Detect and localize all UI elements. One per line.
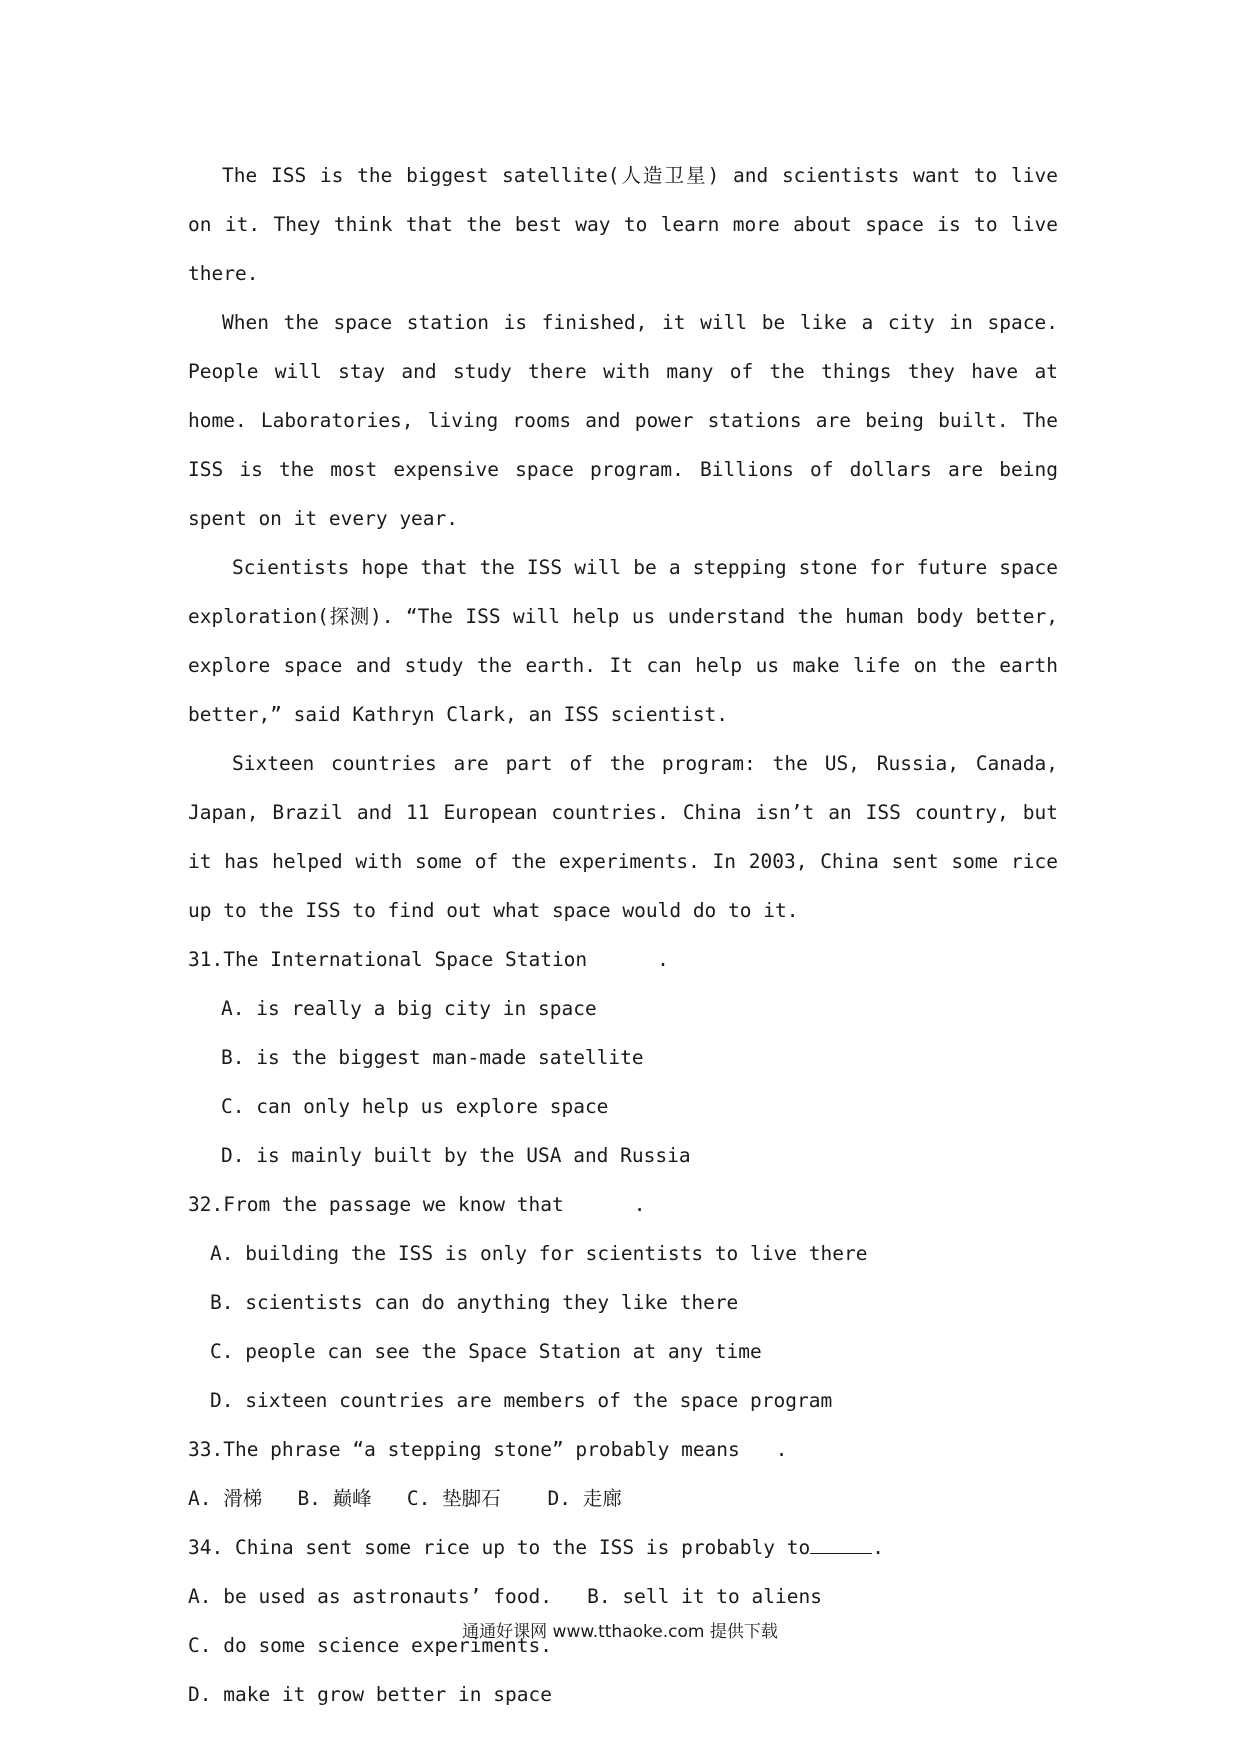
passage-paragraph-2: When the space station is finished, it will be like a city in space. People will stay and study there with many of the things they have at home. Laboratories, living rooms and power stations are being built. The ISS is the most expensive space program. Billions of dollars are being spent on it every year. [188, 311, 1058, 530]
question-34 [188, 1523, 1058, 1572]
question-32-option-d: D. sixteen countries are members of the space program [210, 1389, 833, 1412]
question-33-end: . [775, 1438, 788, 1461]
question-33-options: A. 滑梯 B. 巅峰 C. 垫脚石 D. 走廊 [188, 1487, 622, 1510]
question-34-option-d: D. make it grow better in space [188, 1683, 552, 1706]
reading-section [188, 151, 1058, 1719]
passage-paragraph-1: The ISS is the biggest satellite(人造卫星) and scientists want to live on it. They think that the best way to learn more about space is to live there. [188, 164, 1058, 285]
answer-blank [810, 1535, 872, 1554]
question-32-option-a: A. building the ISS is only for scientists to live there [210, 1242, 868, 1265]
question-31 [188, 935, 1058, 984]
question-31-option-a: A. is really a big city in space [221, 997, 597, 1020]
question-32-option-b: B. scientists can do anything they like there [210, 1291, 739, 1314]
question-31-end: . [657, 948, 669, 971]
question-32 [188, 1180, 1058, 1229]
question-32-stem: 32.From the passage we know that [188, 1193, 564, 1216]
question-31-option-d: D. is mainly built by the USA and Russia [221, 1144, 691, 1167]
question-34-end: . [872, 1536, 884, 1559]
question-31-option-c: C. can only help us explore space [221, 1095, 609, 1118]
question-34-stem: 34. China sent some rice up to the ISS is probably to [188, 1536, 811, 1559]
question-33-stem: 33.The phrase “a stepping stone” probably means [188, 1438, 740, 1461]
question-34-options-ab: A. be used as astronauts’ food. B. sell it to aliens [188, 1585, 822, 1608]
question-33 [188, 1425, 1058, 1474]
question-32-end: . [633, 1193, 646, 1216]
passage-paragraph-4: Sixteen countries are part of the program: the US, Russia, Canada, Japan, Brazil and 11 European countries. China isn’t an ISS country, but it has helped with some of the experiments. In 2003, China sent some rice up to the ISS to find out what space would do to it. [188, 752, 1058, 922]
question-34-option-c: C. do some science experiments. [188, 1634, 552, 1657]
question-32-option-c: C. people can see the Space Station at any time [210, 1340, 762, 1363]
question-31-stem: 31.The International Space Station [188, 948, 588, 971]
question-31-option-b: B. is the biggest man-made satellite [221, 1046, 644, 1069]
page-footer: 通通好课网 www.tthaoke.com 提供下载 [462, 1622, 778, 1642]
passage-paragraph-3: Scientists hope that the ISS will be a stepping stone for future space exploration(探测). “The ISS will help us understand the human body better, explore space and study the earth. It can help us make life on the earth better,” said Kathryn Clark, an ISS scientist. [188, 556, 1058, 726]
